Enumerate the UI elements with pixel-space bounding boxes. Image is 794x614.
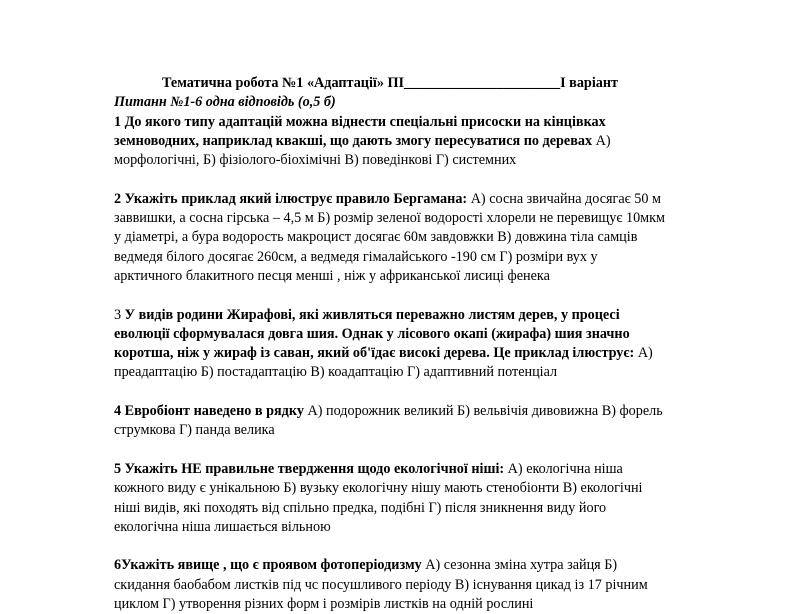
answer-options: преадаптацію Б) постадаптацію В) коадаптацію Г) адаптивний потенціал xyxy=(114,364,558,381)
name-blank: ______________________ xyxy=(404,75,561,91)
question-prompt: еволюції сформувалася довга шия. Однак у лісового окапі (жирафа) шия значно xyxy=(114,325,630,342)
question-prompt: коротша, ніж у жираф із саван, який об'їдає високі дерева. Це приклад ілюструє: xyxy=(114,345,635,362)
worksheet-title xyxy=(114,74,714,93)
answer-options: екологічна ніша лишається вільною xyxy=(114,518,331,535)
question-line xyxy=(114,595,714,614)
variant-label: І варіант xyxy=(560,75,619,91)
answer-options: А) xyxy=(634,345,653,362)
question-line xyxy=(114,151,714,170)
question-prompt: 5 Укажіть НЕ правильне твердження щодо екологічної ніші: xyxy=(114,460,505,477)
question-line xyxy=(114,190,714,209)
question-line xyxy=(114,132,714,151)
question-line xyxy=(114,344,714,363)
answer-options: А) сосна звичайна досягає 50 м xyxy=(467,190,661,207)
question-number: 3 xyxy=(114,306,125,323)
answer-options: заввишки, а сосна гірська – 4,5 м Б) розмір зеленої водорості хлорели не перевищує 10мкм xyxy=(114,210,666,227)
question-prompt: У видів родини Жирафові, які живляться переважно листям дерев, у процесі xyxy=(124,306,620,323)
question-line xyxy=(114,306,714,325)
question-line xyxy=(114,499,714,518)
answer-options: морфологічні, Б) фізіолого-біохімічні В) поведінкові Г) системних xyxy=(114,152,517,169)
answer-options: ведмедя білого досягає 260см, а ведмедя гімалайського -190 см Г) розміри вух у xyxy=(114,248,598,265)
title-text: Тематична робота №1 «Адаптації» ПІ xyxy=(162,75,405,91)
question-line xyxy=(114,209,714,228)
question-line xyxy=(114,113,714,132)
answer-options: у діаметрі, а бура водорость макроцист досягає 60м завдовжки В) довжина тіла самців xyxy=(114,229,638,246)
question-line xyxy=(114,248,714,267)
question-prompt: земноводних, наприклад квакші, що дають змогу пересуватися по деревах xyxy=(114,132,593,149)
answer-options: арктичного блакитного песця менші , ніж у африканської лисиці фенека xyxy=(114,267,550,284)
question-line xyxy=(114,479,714,498)
answer-options: циклом Г) утворення різних форм і розмірів листків на одній рослині xyxy=(114,596,534,613)
answer-options: кожного виду є унікальною Б) вузьку екологічну нішу мають стенобіонти В) екологічні xyxy=(114,480,643,497)
question-line xyxy=(114,325,714,344)
worksheet-page xyxy=(114,74,714,614)
question-5 xyxy=(114,460,714,537)
instructions-subtitle: Питанн №1-6 одна відповідь (о,5 б) xyxy=(114,94,336,111)
question-prompt: 1 До якого типу адаптацій можна віднести спеціальні присоски на кінцівках xyxy=(114,113,606,130)
answer-options: скидання баобабом листків під чс посушливого періоду В) існування цикад із 17 річним xyxy=(114,576,648,593)
question-3 xyxy=(114,306,714,383)
question-line xyxy=(114,576,714,595)
answer-options: А) xyxy=(592,132,611,149)
question-6 xyxy=(114,556,714,614)
answer-options: А) подорожник великий Б) вельвічія дивовижна В) форель xyxy=(303,403,663,420)
question-prompt: 4 Евробіонт наведено в рядку xyxy=(114,403,304,420)
question-1 xyxy=(114,113,714,171)
question-2 xyxy=(114,190,714,286)
question-line xyxy=(114,363,714,382)
question-line xyxy=(114,518,714,537)
question-prompt: 6Укажіть явище , що є проявом фотоперіодизму xyxy=(114,557,422,574)
answer-options: ніші видів, які походять від спільно предка, подібні Г) після зникнення виду його xyxy=(114,499,607,516)
questions-list xyxy=(114,113,714,614)
question-line xyxy=(114,556,714,575)
question-line xyxy=(114,228,714,247)
question-line xyxy=(114,402,714,421)
question-4 xyxy=(114,402,714,441)
question-line xyxy=(114,460,714,479)
answer-options: струмкова Г) панда велика xyxy=(114,422,275,439)
question-prompt: 2 Укажіть приклад який ілюструє правило Бергамана: xyxy=(114,190,468,207)
answer-options: А) сезонна зміна хутра зайця Б) xyxy=(421,557,618,574)
question-line xyxy=(114,421,714,440)
question-line xyxy=(114,267,714,286)
answer-options: А) екологічна ніша xyxy=(504,460,623,477)
